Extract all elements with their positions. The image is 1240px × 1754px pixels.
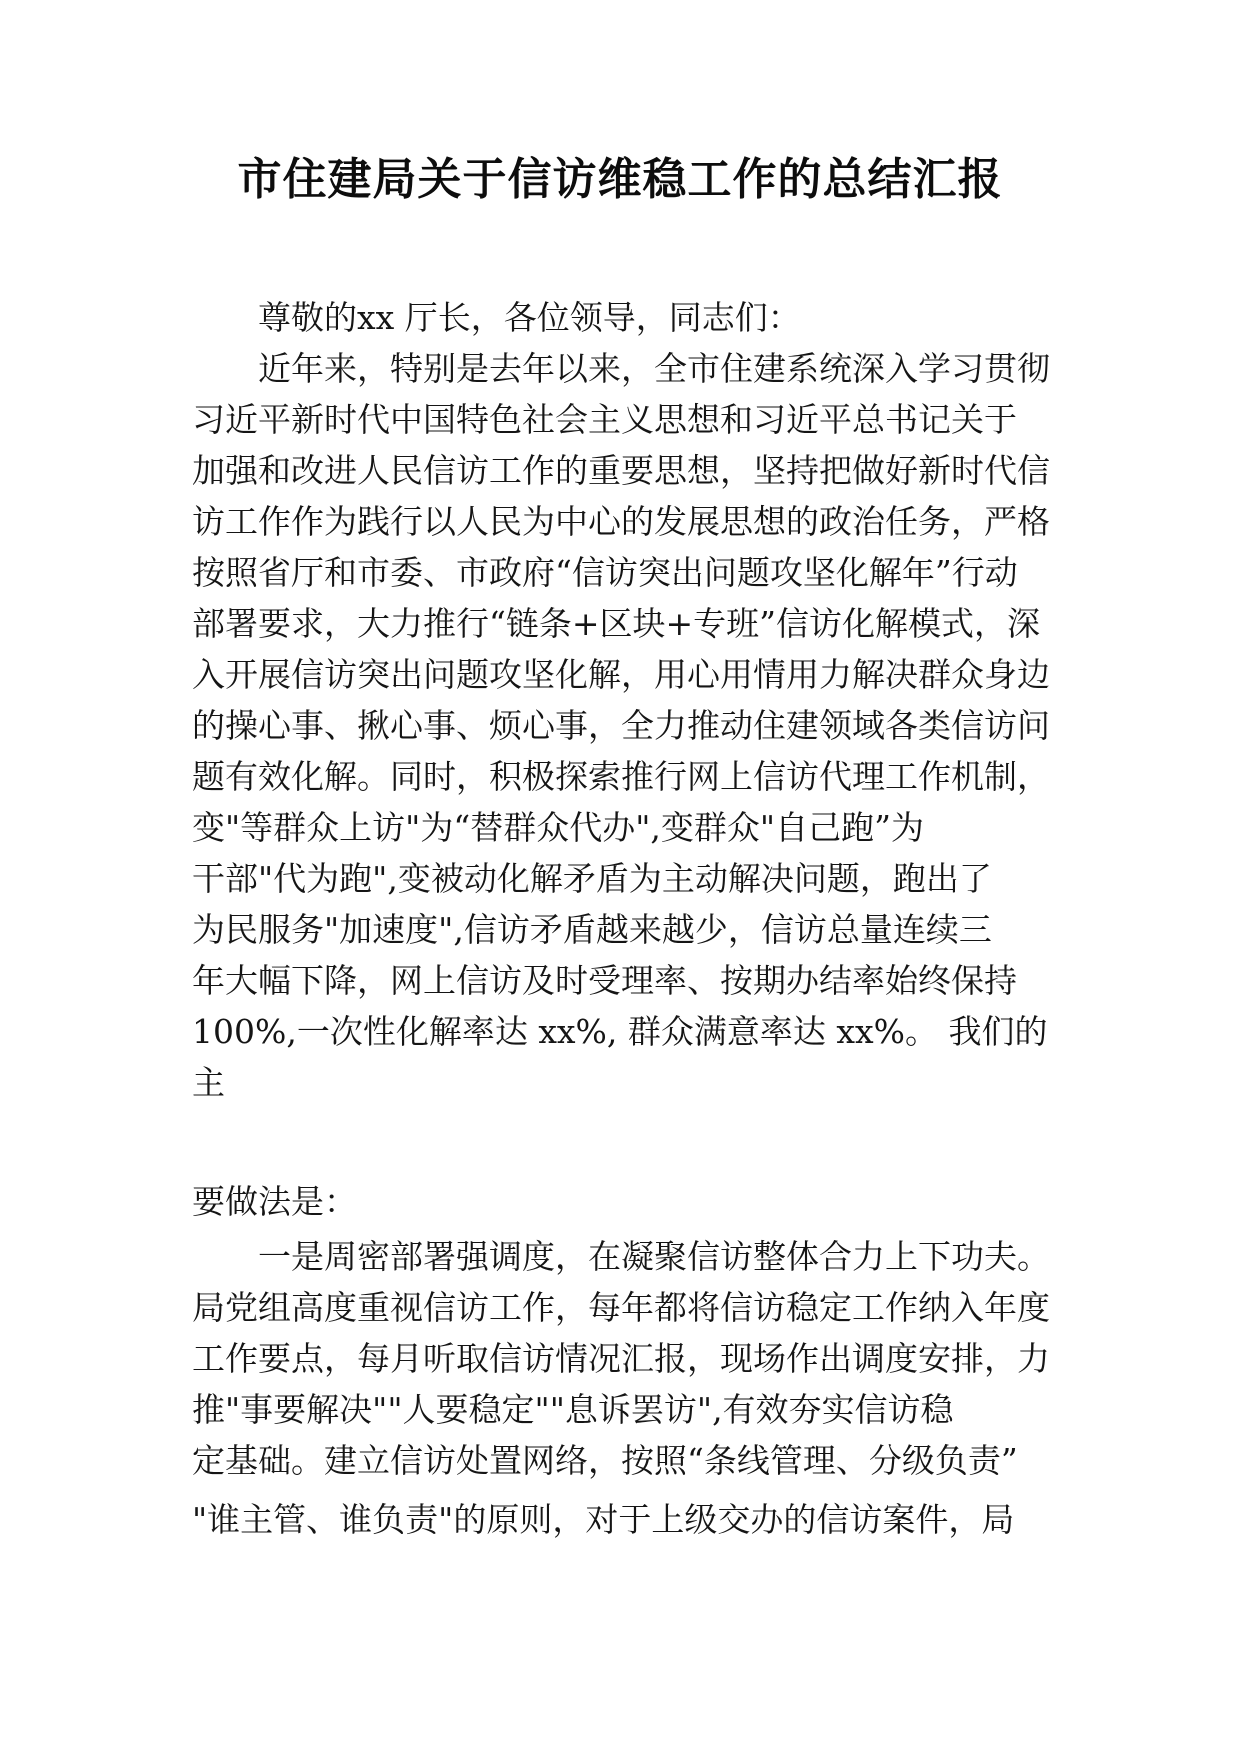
paragraph-line: 定基础。建立信访处置网络，按照“条线管理、分级负责” bbox=[192, 1441, 1018, 1480]
paragraph-line: 工作要点，每月听取信访情况汇报，现场作出调度安排，力 bbox=[192, 1339, 1050, 1378]
paragraph-line: 按照省厅和市委、市政府“信访突出问题攻坚化解年”行动 bbox=[192, 553, 1018, 592]
paragraph-line: 近年来，特别是去年以来，全市住建系统深入学习贯彻 bbox=[258, 349, 1050, 388]
salutation-line: 尊敬的xx 厅长，各位领导，同志们： bbox=[258, 298, 801, 337]
paragraph-line: 变"等群众上访"为“替群众代办",变群众"自己跑”为 bbox=[192, 808, 924, 847]
paragraph-line: 推"事要解决""人要稳定""息诉罢访",有效夯实信访稳 bbox=[192, 1390, 954, 1429]
paragraph-line: 习近平新时代中国特色社会主义思想和习近平总书记关于 bbox=[192, 400, 1017, 439]
salutation-block bbox=[192, 292, 1062, 343]
paragraph-line: 入开展信访突出问题攻坚化解，用心用情用力解决群众身边 bbox=[192, 655, 1050, 694]
paragraph-line: 局党组高度重视信访工作，每年都将信访稳定工作纳入年度 bbox=[192, 1288, 1050, 1327]
paragraph-transition bbox=[192, 1176, 1062, 1227]
paragraph-line: 100%,一次性化解率达 xx%, 群众满意率达 xx%。 我们的 bbox=[192, 1012, 1048, 1051]
paragraph-line: 题有效化解。同时，积极探索推行网上信访代理工作机制， bbox=[192, 757, 1050, 796]
paragraph-line: 访工作作为践行以人民为中心的发展思想的政治任务，严格 bbox=[192, 502, 1050, 541]
paragraph-line: 加强和改进人民信访工作的重要思想，坚持把做好新时代信 bbox=[192, 451, 1050, 490]
paragraph-line: 主 bbox=[192, 1063, 225, 1102]
paragraph-line: 干部"代为跑",变被动化解矛盾为主动解决问题，跑出了 bbox=[192, 859, 992, 898]
paragraph-line: "谁主管、谁负责"的原则，对于上级交办的信访案件，局 bbox=[192, 1500, 1015, 1539]
paragraph-point-one bbox=[192, 1231, 1062, 1545]
document-title: 市住建局关于信访维稳工作的总结汇报 bbox=[237, 154, 1003, 205]
paragraph-intro bbox=[192, 343, 1062, 1108]
paragraph-line: 一是周密部署强调度，在凝聚信访整体合力上下功夫。 bbox=[258, 1237, 1050, 1276]
paragraph-line: 要做法是： bbox=[192, 1182, 357, 1221]
paragraph-line: 为民服务"加速度",信访矛盾越来越少，信访总量连续三 bbox=[192, 910, 992, 949]
paragraph-line: 年大幅下降，网上信访及时受理率、按期办结率始终保持 bbox=[192, 961, 1017, 1000]
paragraph-line: 部署要求，大力推行“链条+区块+专班”信访化解模式，深 bbox=[192, 604, 1041, 643]
paragraph-line: 的操心事、揪心事、烦心事，全力推动住建领域各类信访问 bbox=[192, 706, 1050, 745]
